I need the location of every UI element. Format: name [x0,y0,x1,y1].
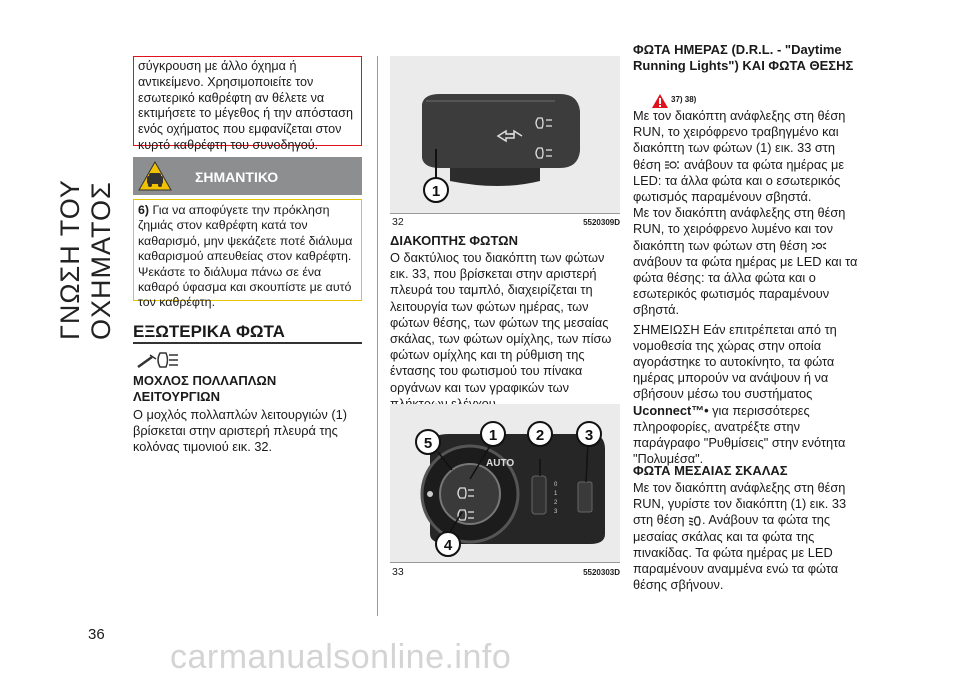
lowbeam-section-title: ΦΩΤΑ ΜΕΣΑΙΑΣ ΣΚΑΛΑΣ [633,463,788,478]
lever-lights-icon [136,349,180,371]
lever-description: Ο μοχλός πολλαπλών λειτουργιών (1) βρίσκεται στην αριστερή πλευρά της κολόνας τιμονιού εικ. 32. [133,407,347,455]
callout-2: 2 [535,427,545,444]
dial-tick-2: 2 [554,500,558,506]
low-beam-icon [688,515,702,527]
important-text: Για να αποφύγετε την πρόκληση ζημιάς στον καθρέφτη κατά τον καθαρισμό, μην ψεκάζετε ποτέ διάλυμα καθαρισμού απευθείας στον καθρέφτη. Ψεκάστε το διάλυμα πάνω σε ένα καθαρό ύφασμα και σκουπίστε με αυτό τον καθρέφτη. [138,203,353,310]
figure-32-code: 5520309D [583,218,620,227]
important-label: ΣΗΜΑΝΤΙΚΟ [195,169,279,185]
figure-32-rule [390,213,620,214]
drl-p1-end: ανάβουν τα φώτα ημέρας με LED: τα άλλα φώτα και ο εσωτερικός φωτισμός παραμένουν σβηστά. [633,156,845,205]
figure-33-caption: 33 [392,566,404,578]
page-number: 36 [88,626,105,643]
lowbeam-start: Με τον διακόπτη ανάφλεξης στη θέση RUN, γυρίστε τον διακόπτη (1) εικ. 33 στη θέση [633,480,847,528]
column-divider [377,56,378,616]
figure-33 [390,404,620,562]
drl-icon [664,159,680,171]
note-number: 6) [138,203,150,217]
drl-section-body [633,108,858,467]
uconnect-brand: Uconnect™• [633,402,709,418]
warning-text: σύγκρουση με άλλο όχημα ή αντικείμενο. Χρησιμοποιείτε τον εσωτερικό καθρέφτη αν θέλετε να εκτιμήσετε το μέγεθος ή την απόσταση ενός οχήματος που εμφανίζεται στον κυρτό καθρέφτη του συνοδηγού. [138,59,353,152]
auto-label: AUTO [486,458,515,469]
dial-tick-3: 3 [554,509,558,515]
watermark: carmanualsonline.info [170,638,512,676]
callout-5: 5 [423,435,433,452]
section-divider [133,342,362,344]
figure-33-rule [390,562,620,563]
car-warning-icon [138,161,172,191]
drl-note [633,322,858,468]
warning-triangle-icon [651,93,669,109]
lowbeam-section-body [633,480,858,593]
subsection-title [133,373,362,405]
drl-section-title: ΦΩΤΑ ΗΜΕΡΑΣ (D.R.L. - "Daytime Running Lights") ΚΑΙ ΦΩΤΑ ΘΕΣΗΣ [633,42,854,73]
switch-section-body: Ο δακτύλιος του διακόπτη των φώτων εικ. 33, που βρίσκεται στην αριστερή πλευρά του ταμπλό, διαχειρίζεται τη λειτουργία των φώτων ημέρας, των φώτων θέσης, των φώτων της μεσαίας σκάλας, των φώτων ομίχλης, των πίσω φώτων ομίχλης και τη ρύθμιση της έντασης του φωτισμού του πίνακα οργάνων και των γραφικών των [390,250,612,395]
drl-paragraph-2 [633,205,858,318]
drl-p2-start: Με τον διακόπτη ανάφλεξης στη θέση RUN, το χειρόφρενο λυμένο και τον διακόπτη των φώτων στη θέση [633,205,846,253]
switch-section-title: ΔΙΑΚΟΠΤΗΣ ΦΩΤΩΝ [390,233,518,248]
callout-4: 4 [443,537,453,554]
warning-continuation-box [133,56,362,152]
chapter-title: ΓΝΩΣΗ ΤΟΥ ΟΧΗΜΑΤΟΣ [55,179,116,340]
subsection-title-line2: ΛΕΙΤΟΥΡΓΙΩΝ [133,389,220,404]
section-title: ΕΞΩΤΕΡΙΚΑ ΦΩΤΑ [133,322,285,341]
dial-tick-0: 0 [554,482,558,488]
important-box [133,199,362,310]
drl-p2-end: ανάβουν τα φώτα ημέρας με LED και τα φώτα θέσης: τα άλλα φώτα και ο εσωτερικός φωτισμός παραμένουν σβηστά. [633,253,858,318]
figure-33-code: 5520303D [583,568,620,577]
callout-3: 3 [584,427,594,444]
lowbeam-end: . Ανάβουν τα φώτα της μεσαίας σκάλας και τα φώτα της πινακίδας. Τα φώτα ημέρας με LED παραμένουν αναμμένα ενώ τα φώτα θέσης σβήνουν. [633,512,839,593]
drl-note-start: ΣΗΜΕΙΩΣΗ Εάν επιτρέπεται από τη νομοθεσία της χώρας στην οποία αγοράστηκε το αυτοκίνητο, τα φώτα ημέρας μπορούν να ανάψουν ή να σβήσουν μέσω του συστήματος [633,321,837,402]
important-header [133,157,362,195]
dial-tick-1: 1 [554,491,558,497]
callout-1: 1 [431,183,441,200]
figure-32 [390,56,620,213]
figure-32-caption: 32 [392,216,404,228]
drl-paragraph-1 [633,108,858,205]
warning-refs: 37) 38) [671,95,697,104]
callout-1b: 1 [488,427,498,444]
position-lights-icon [811,240,827,252]
lever-illustration [390,56,620,213]
drl-note-end: για περισσότερες πληροφορίες, ανατρέξτε στην παράγραφο "Ρυθμίσεις" στην ενότητα "Πολυμέσα". [633,402,846,467]
drl-p1-start: Με τον διακόπτη ανάφλεξης στη θέση RUN, το χειρόφρενο τραβηγμένο και διακόπτη των φώτων (1) εικ. 33 στη θέση [633,108,846,172]
light-switch-illustration [390,404,620,562]
subsection-title-line1: ΜΟΧΛΟΣ ΠΟΛΛΑΠΛΩΝ [133,373,277,388]
